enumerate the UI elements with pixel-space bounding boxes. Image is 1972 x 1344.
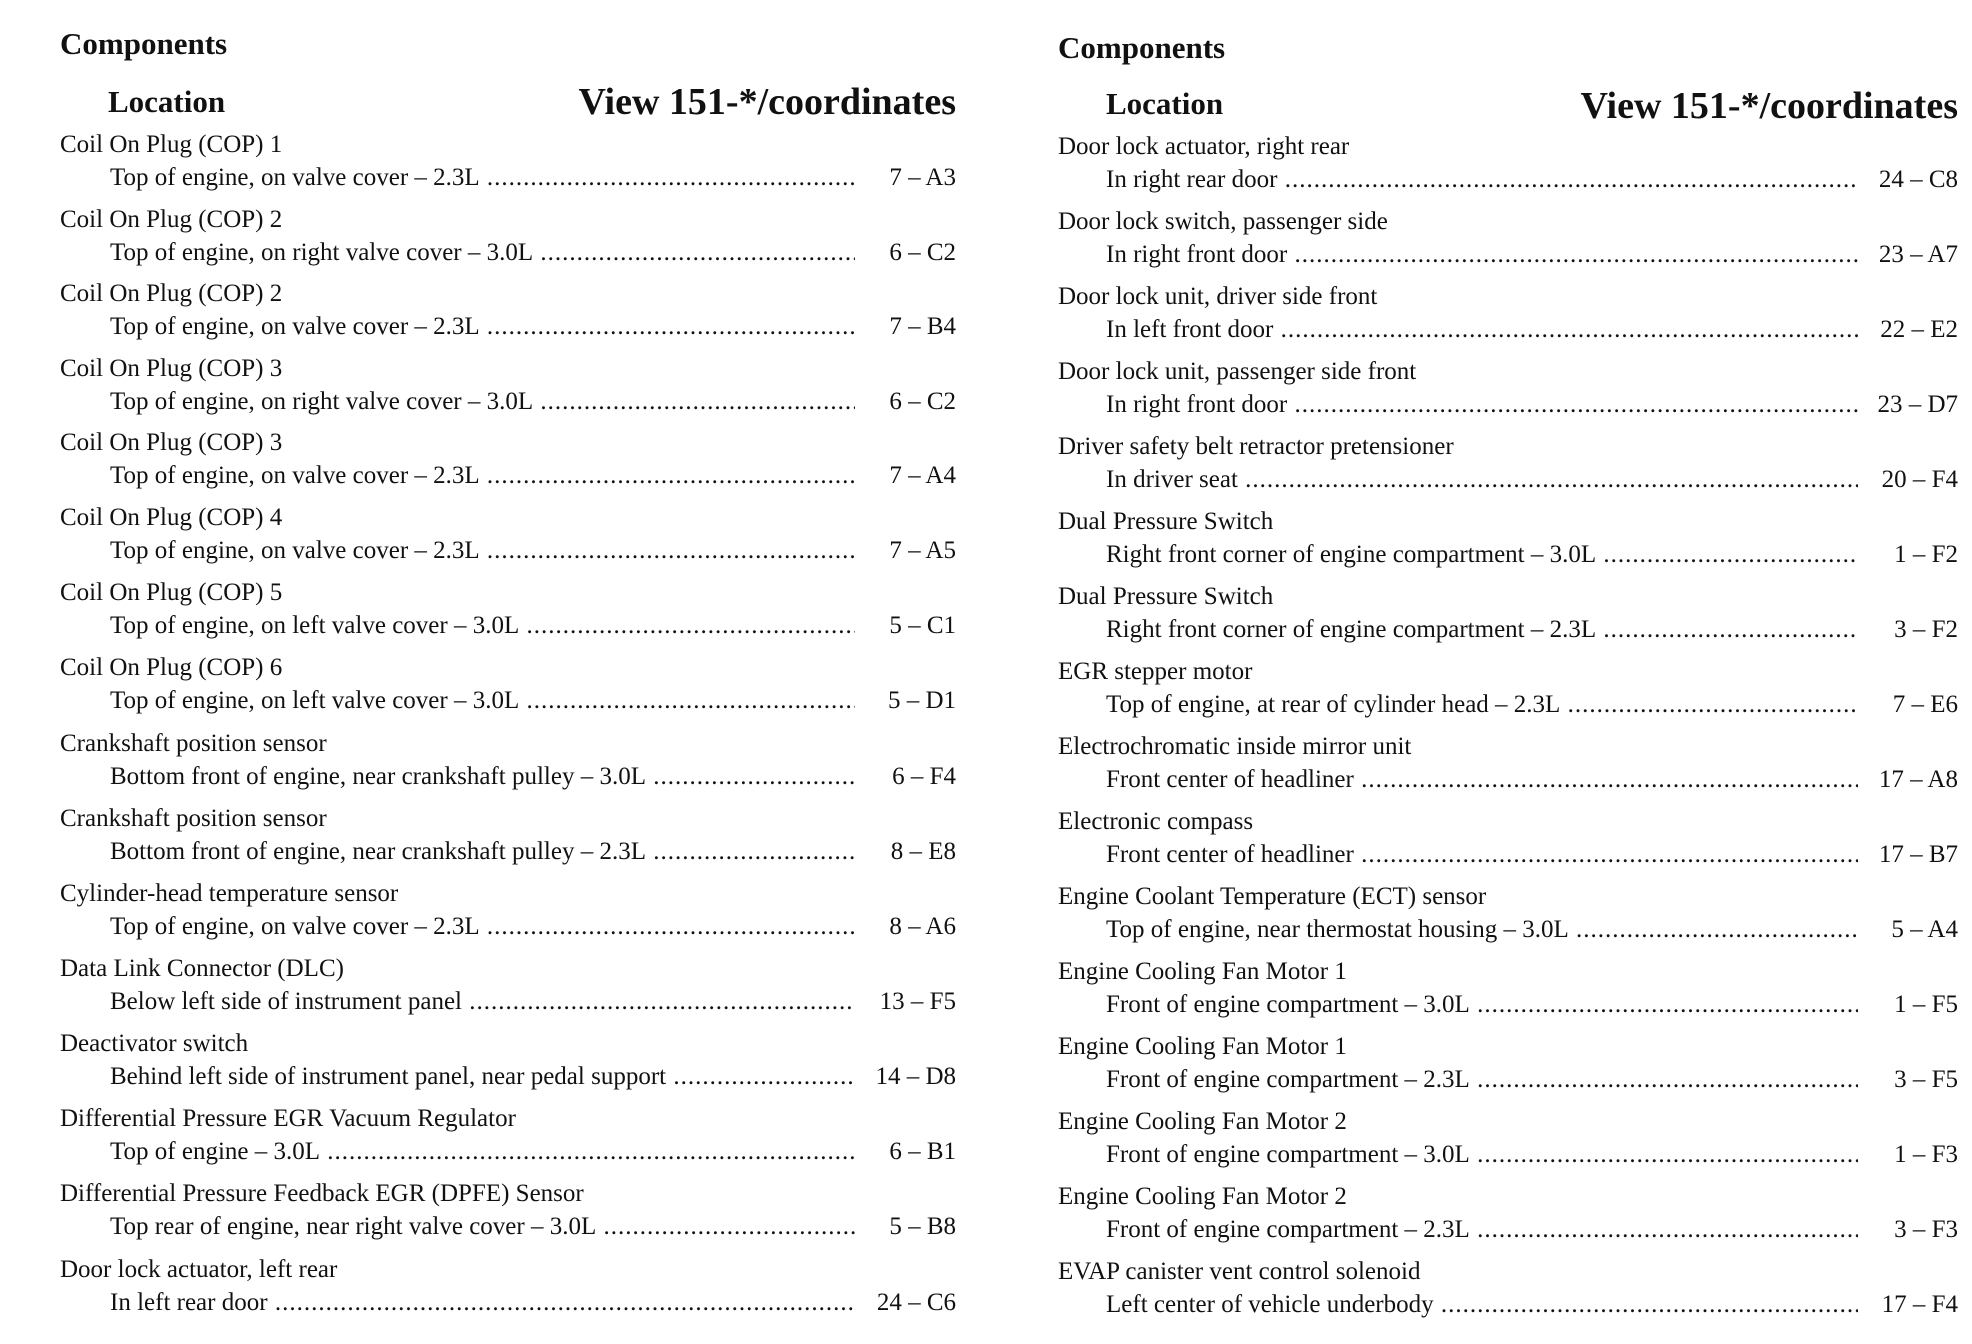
component-location: In left front door ..... (1106, 316, 1858, 344)
component-entry (60, 355, 956, 429)
view-coordinate: 22 – E2 (1880, 316, 1958, 343)
component-entry (1058, 583, 1958, 657)
component-name: Driver safety belt retractor pretensioner (1058, 433, 1454, 460)
component-location: Front of engine compartment – 3.0L ..... (1106, 1141, 1858, 1169)
component-name: Crankshaft position sensor (60, 730, 327, 757)
component-entry (1058, 508, 1958, 582)
component-entry (60, 131, 956, 205)
component-name: Crankshaft position sensor (60, 805, 327, 832)
component-location: Top rear of engine, near right valve cover – 3.0L ..... (110, 1213, 855, 1241)
component-name: Coil On Plug (COP) 2 (60, 206, 283, 233)
component-entry (1058, 1183, 1958, 1257)
view-coordinate: 5 – B8 (889, 1213, 956, 1240)
component-location: Right front corner of engine compartment – 2.3L ..... (1106, 616, 1858, 644)
component-name: Deactivator switch (60, 1030, 249, 1057)
view-coordinate: 20 – F4 (1881, 466, 1958, 493)
component-name: Engine Cooling Fan Motor 1 (1058, 958, 1347, 985)
component-location: Bottom front of engine, near crankshaft pulley – 2.3L ..... (110, 838, 855, 866)
component-location: Top of engine, on valve cover – 2.3L ..... (110, 462, 855, 490)
view-coordinate: 14 – D8 (875, 1063, 956, 1090)
component-entry (1058, 883, 1958, 957)
component-location: Top of engine, on left valve cover – 3.0L ..... (110, 612, 855, 640)
view-coordinate: 3 – F3 (1894, 1216, 1958, 1243)
component-entry (60, 1180, 956, 1254)
component-entry (1058, 1108, 1958, 1182)
view-coordinate: 5 – C1 (889, 612, 956, 639)
view-coordinate: 7 – A5 (889, 537, 956, 564)
component-name: Differential Pressure Feedback EGR (DPFE) Sensor (60, 1180, 584, 1207)
component-entry (1058, 283, 1958, 357)
component-location: Top of engine, on left valve cover – 3.0L ..... (110, 687, 855, 715)
component-name: Engine Cooling Fan Motor 2 (1058, 1108, 1347, 1135)
component-name: Coil On Plug (COP) 1 (60, 131, 283, 158)
component-name: Electronic compass (1058, 808, 1254, 835)
view-coordinate: 6 – B1 (889, 1138, 956, 1165)
component-location: Top of engine, on valve cover – 2.3L ..... (110, 164, 855, 192)
view-coordinate: 13 – F5 (879, 988, 956, 1015)
component-name: Electrochromatic inside mirror unit (1058, 733, 1412, 760)
component-name: Cylinder-head temperature sensor (60, 880, 399, 907)
view-coordinate: 3 – F5 (1894, 1066, 1958, 1093)
view-coordinate: 23 – D7 (1877, 391, 1958, 418)
component-entry (60, 805, 956, 879)
view-coordinate: 17 – B7 (1878, 841, 1958, 868)
view-coordinate: 17 – A8 (1878, 766, 1958, 793)
section-title: Components (60, 26, 228, 61)
component-entry (1058, 658, 1958, 732)
component-name: EVAP canister vent control solenoid (1058, 1258, 1421, 1285)
view-coordinate: 3 – F2 (1894, 616, 1958, 643)
component-entry (1058, 958, 1958, 1032)
component-entry (60, 730, 956, 804)
component-entry (60, 1030, 956, 1104)
component-name: EGR stepper motor (1058, 658, 1253, 685)
component-location: Front center of headliner ..... (1106, 841, 1858, 869)
component-entry (60, 429, 956, 503)
component-entry (1058, 733, 1958, 807)
component-entry (1058, 808, 1958, 882)
component-entry (60, 504, 956, 578)
component-location: Right front corner of engine compartment – 3.0L ..... (1106, 541, 1858, 569)
component-entry (1058, 1258, 1958, 1332)
view-coordinate: 17 – F4 (1881, 1291, 1958, 1318)
view-coordinate: 6 – C2 (889, 239, 956, 266)
component-location: Below left side of instrument panel ..... (110, 988, 855, 1016)
view-coordinates-header: View 151-*/coordinates (1580, 85, 1958, 127)
component-location: Top of engine – 3.0L ..... (110, 1138, 855, 1166)
component-location: In right rear door ..... (1106, 166, 1858, 194)
component-name: Door lock switch, passenger side (1058, 208, 1388, 235)
component-location: Front of engine compartment – 2.3L ..... (1106, 1216, 1858, 1244)
component-location: Bottom front of engine, near crankshaft pulley – 3.0L ..... (110, 763, 855, 791)
component-location: Behind left side of instrument panel, near pedal support ..... (110, 1063, 855, 1091)
component-location: In right front door ..... (1106, 241, 1858, 269)
component-name: Coil On Plug (COP) 4 (60, 504, 283, 531)
component-entry (1058, 133, 1958, 207)
component-location: Front of engine compartment – 2.3L ..... (1106, 1066, 1858, 1094)
component-name: Data Link Connector (DLC) (60, 955, 344, 982)
view-coordinate: 5 – A4 (1891, 916, 1958, 943)
component-entry (1058, 208, 1958, 282)
component-entry (60, 1256, 956, 1330)
component-name: Coil On Plug (COP) 2 (60, 280, 283, 307)
component-location: In left rear door ..... (110, 1289, 855, 1317)
component-location: Top of engine, on right valve cover – 3.0L ..... (110, 388, 855, 416)
component-name: Coil On Plug (COP) 5 (60, 579, 283, 606)
component-name: Coil On Plug (COP) 3 (60, 429, 283, 456)
component-name: Engine Coolant Temperature (ECT) sensor (1058, 883, 1487, 910)
location-header: Location (1106, 86, 1224, 121)
view-coordinate: 8 – A6 (889, 913, 956, 940)
view-coordinate: 7 – A3 (889, 164, 956, 191)
component-location: Left center of vehicle underbody ..... (1106, 1291, 1858, 1319)
component-location: Top of engine, at rear of cylinder head – 2.3L ..... (1106, 691, 1858, 719)
view-coordinate: 8 – E8 (890, 838, 956, 865)
component-name: Engine Cooling Fan Motor 2 (1058, 1183, 1347, 1210)
component-entry (60, 880, 956, 954)
component-name: Door lock unit, driver side front (1058, 283, 1378, 310)
component-location: Top of engine, on right valve cover – 3.0L ..... (110, 239, 855, 267)
view-coordinate: 24 – C8 (1878, 166, 1958, 193)
component-entry (60, 654, 956, 728)
component-location: In driver seat ..... (1106, 466, 1858, 494)
view-coordinate: 7 – A4 (889, 462, 956, 489)
component-location: Top of engine, on valve cover – 2.3L ..... (110, 537, 855, 565)
view-coordinate: 6 – C2 (889, 388, 956, 415)
component-entry (60, 206, 956, 280)
component-entry (1058, 433, 1958, 507)
location-header: Location (108, 84, 226, 119)
component-name: Door lock unit, passenger side front (1058, 358, 1417, 385)
component-location: Front of engine compartment – 3.0L ..... (1106, 991, 1858, 1019)
component-name: Door lock actuator, right rear (1058, 133, 1350, 160)
component-name: Door lock actuator, left rear (60, 1256, 338, 1283)
view-coordinate: 7 – B4 (889, 313, 956, 340)
component-location: Top of engine, on valve cover – 2.3L ..... (110, 913, 855, 941)
component-location: Top of engine, on valve cover – 2.3L ..... (110, 313, 855, 341)
component-name: Dual Pressure Switch (1058, 583, 1274, 610)
component-location: Top of engine, near thermostat housing – 3.0L ..... (1106, 916, 1858, 944)
view-coordinate: 1 – F2 (1894, 541, 1958, 568)
view-coordinate: 1 – F5 (1894, 991, 1958, 1018)
component-name: Differential Pressure EGR Vacuum Regulator (60, 1105, 516, 1132)
component-entry (60, 579, 956, 653)
view-coordinate: 5 – D1 (887, 687, 956, 714)
component-entry (60, 955, 956, 1029)
component-name: Coil On Plug (COP) 6 (60, 654, 283, 681)
view-coordinate: 24 – C6 (876, 1289, 956, 1316)
component-entry (60, 280, 956, 354)
component-location: Front center of headliner ..... (1106, 766, 1858, 794)
component-entry (1058, 358, 1958, 432)
view-coordinate: 7 – E6 (1892, 691, 1958, 718)
component-name: Dual Pressure Switch (1058, 508, 1274, 535)
view-coordinates-header: View 151-*/coordinates (578, 81, 956, 123)
component-name: Coil On Plug (COP) 3 (60, 355, 283, 382)
view-coordinate: 6 – F4 (892, 763, 956, 790)
view-coordinate: 1 – F3 (1894, 1141, 1958, 1168)
component-entry (60, 1105, 956, 1179)
view-coordinate: 23 – A7 (1878, 241, 1958, 268)
component-entry (1058, 1033, 1958, 1107)
section-title: Components (1058, 30, 1226, 65)
component-name: Engine Cooling Fan Motor 1 (1058, 1033, 1347, 1060)
component-location: In right front door ..... (1106, 391, 1858, 419)
